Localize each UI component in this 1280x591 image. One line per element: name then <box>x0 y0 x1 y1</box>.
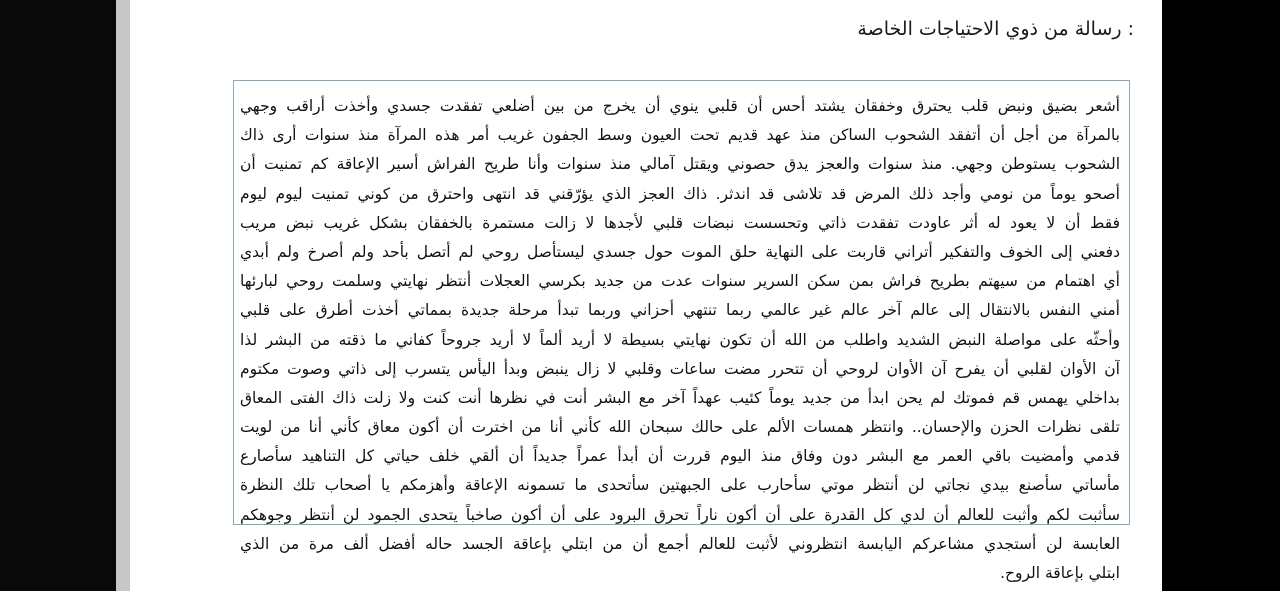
body-line: فقط أن لا يعود له أثر عاودت تفقدت ذاتي وتحسست نبضات قلبي لأجدها لا زالت مستمرة بالخفقان بشكل غريب نبض مريب <box>240 213 1120 232</box>
body-line: أمني النفس بالانتقال إلى عالم آخر عالم غير عالمي ربما تنتهي أحزاني وربما تبدأ مرحلة جديدة بمماتي أخذت أطرق على قلبي <box>240 301 1120 320</box>
letter-body[interactable] <box>240 92 1120 588</box>
body-line: آن الأوان لقلبي أن يفرح آن الأوان لروحي أن تتحرر مضت ساعات وقلبي لا زال ينبض وبدأ اليأس يتسرب إلى ذاتي وصوت مكتوم <box>240 359 1120 378</box>
body-line: دفعني إلى الخوف والتفكير أتراني قاربت على النهاية حلق الموت حول جسدي ليستأصل روحي لم أتصل بأحد ولم أصرخ ولم أبدي <box>240 242 1120 261</box>
body-line: أي اهتمام من سيهتم بطريح فراش بمن سكن السرير سنوات عدت من جديد بكرسي العجلات أنتظر نهايتي وسلمت روحي لبارئها <box>240 272 1120 291</box>
body-line-last: ابتلي بإعاقة الروح. <box>1000 564 1120 582</box>
body-line: وأحثّه على مواصلة النبض الشديد واطلب من الله أن تكون نهايتي بسيطة لا أريد ألماً لا أريد جروحاً كفاني ما ذقته من البشر لذا <box>240 330 1120 349</box>
document-page[interactable] <box>130 0 1162 591</box>
body-line: سأثبت لكم وأثبت للعالم أن لدي كل القدرة على أن أكون ناراً تحرق البرود على أن أكون صاخباً يتحدى الجمود لن أنتظر وجوهكم <box>240 505 1120 524</box>
body-line: بالمرآة من أجل أن أتفقد الشحوب الساكن منذ عهد قديم تحت العيون وسط الجفون غريب أمر هذه المرآة منذ سنوات أرى ذاك <box>240 126 1120 145</box>
body-line: قدمي وأمضيت باقي العمر مع البشر دون وفاق منذ اليوم قررت أن أبدأ عمراً جديداً أن ألقي خلف حياتي كل التناهيد سأصارع <box>240 447 1120 466</box>
body-line: الشحوب يستوطن وجهي. منذ سنوات والعجز يدق حصوني ويقتل آمالي منذ سنوات وأنا طريح الفراش أسير الإعاقة كم تمنيت أن <box>240 155 1120 174</box>
body-line: بداخلي يهمس قم فموتك لم يحن ابدأ من جديد يوماً كئيب عهداً آخر مع البشر أنت في نظرها أنت كنت ولا زلت ذاك الفتى المعاق <box>240 388 1120 407</box>
body-line: أصحو يوماً من نومي وأجد ذلك المرض قد تلاشى قد اندثر. ذاك العجز الذي يؤرّقني قد انتهى واحترق من كوني تمنيت ليوم ليوم <box>240 184 1120 203</box>
screen-left-edge <box>0 0 116 591</box>
body-line: أشعر بضيق ونبض قلب يحترق وخفقان يشتد أحس أن قلبي ينوي أن يخرج من بين أضلعي تفقدت جسدي وأخذت أراقب وجهي <box>240 97 1120 115</box>
body-line: تلقى نظرات الحزن والإحسان.. وانتظر همسات الألم على حالك سبحان الله كأني أنا من اخترت أن أكون معاق كأني أنا من لويت <box>240 418 1120 437</box>
document-title: : رسالة من ذوي الاحتياجات الخاصة <box>857 18 1134 40</box>
body-line: مأساتي سأصنع بيدي نجاتي لن أنتظر موتي سأحارب على الجبهتين سأتحدى ما تسمونه الإعاقة وأهزمكم يا أصحاب تلك النظرة <box>240 476 1120 495</box>
screen-right-edge <box>1162 0 1280 591</box>
body-line: العابسة لن أستجدي مشاعركم اليابسة انتظروني لأثبت للعالم أجمع أن من ابتلي بإعاقة الجسد حاله أفضل ألف مرة من الذي <box>240 534 1120 553</box>
viewer-left-margin <box>116 0 130 591</box>
